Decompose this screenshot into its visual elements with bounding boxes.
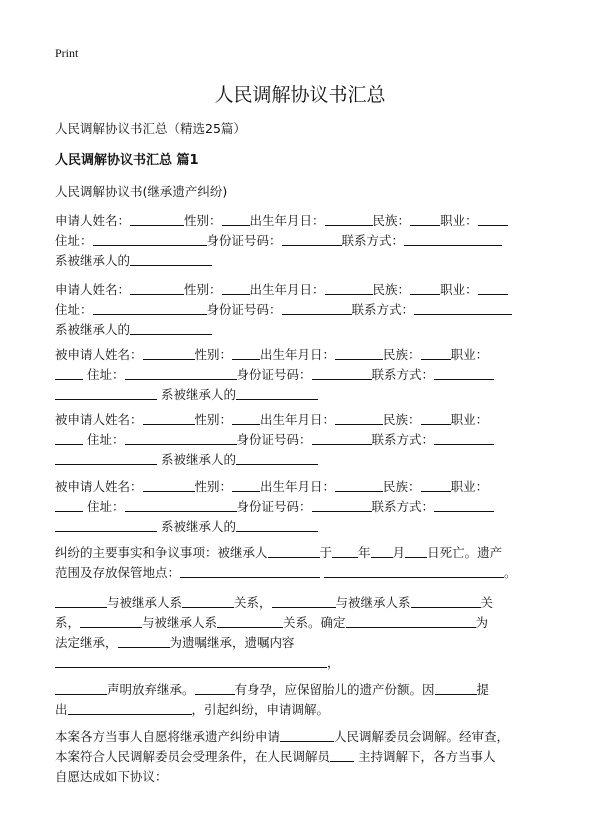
- name-blank[interactable]: [130, 281, 184, 295]
- section-heading: 人民调解协议书汇总 篇1: [55, 153, 199, 168]
- year-blank[interactable]: [332, 544, 358, 558]
- ethnicity-label: 民族：: [372, 282, 411, 297]
- heir-relation-label: 系被继承人的: [55, 253, 131, 268]
- location-blank-2[interactable]: [324, 564, 504, 578]
- case-paragraph: [55, 727, 550, 787]
- relation-text: 与被继承人系: [107, 595, 183, 610]
- dispute-text: 于: [319, 545, 333, 560]
- heir-relation-label: 系被继承人的: [160, 452, 236, 467]
- id-label: 身份证号码：: [206, 233, 282, 248]
- occupation-blank[interactable]: [55, 431, 83, 445]
- heir-relation-blank[interactable]: [130, 321, 212, 335]
- relation-blank[interactable]: [182, 594, 234, 608]
- id-label: 身份证号码：: [236, 367, 312, 382]
- dispute-text: 纠纷的主要事实和争议事项：被继承人: [55, 545, 268, 560]
- committee-blank[interactable]: [280, 728, 334, 742]
- doc-title: 人民调解协议书(继承遗产纠纷): [55, 184, 228, 199]
- print-label[interactable]: Print: [55, 46, 79, 60]
- contact-blank-cont[interactable]: [55, 386, 157, 400]
- address-label: 住址：: [55, 302, 93, 317]
- month-blank[interactable]: [371, 544, 393, 558]
- relation-text: 系，: [55, 615, 81, 630]
- relation-text: 与被继承人系: [142, 615, 218, 630]
- respondent-block-3: [55, 477, 550, 537]
- occupation-label: 职业：: [450, 412, 489, 427]
- id-blank[interactable]: [282, 301, 352, 315]
- relation-blank[interactable]: [217, 614, 283, 628]
- occupation-label: 职业：: [450, 347, 489, 362]
- birth-blank[interactable]: [325, 212, 373, 226]
- ethnicity-label: 民族：: [383, 347, 421, 362]
- birth-label: 出生年月日：: [260, 479, 336, 494]
- waiver-text: 有身孕，应保留胎儿的遗产份额。因: [234, 682, 435, 697]
- id-blank[interactable]: [312, 366, 372, 380]
- cause-blank[interactable]: [435, 681, 477, 695]
- dispute-text: 。: [504, 565, 517, 580]
- contact-label: 联系方式：: [341, 233, 405, 248]
- case-text: 本案各方当事人自愿将继承遗产纠纷申请: [55, 729, 281, 744]
- contact-label: 联系方式：: [371, 499, 435, 514]
- gender-label: 性别：: [194, 412, 233, 427]
- pregnant-blank[interactable]: [195, 681, 235, 695]
- reason-blank[interactable]: [68, 701, 192, 715]
- id-blank[interactable]: [312, 498, 372, 512]
- ethnicity-blank[interactable]: [421, 478, 451, 492]
- address-blank[interactable]: [125, 498, 237, 512]
- dispute-text: 年: [358, 545, 371, 560]
- address-label: 住址：: [86, 432, 125, 447]
- gender-blank[interactable]: [232, 478, 260, 492]
- case-text: 本案符合人民调解委员会受理条件，在人民调解员: [55, 749, 331, 764]
- waiver-heir-blank[interactable]: [55, 681, 107, 695]
- birth-label: 出生年月日：: [260, 347, 336, 362]
- birth-blank[interactable]: [335, 411, 383, 425]
- gender-blank[interactable]: [232, 346, 260, 360]
- address-label: 住址：: [55, 233, 93, 248]
- respondent-block-2: [55, 410, 550, 470]
- name-label: 申请人姓名：: [55, 282, 131, 297]
- name-label: 被申请人姓名：: [55, 412, 143, 427]
- dispute-text: 范围及存放保管地点：: [55, 565, 181, 580]
- applicant-block-1: [55, 211, 550, 271]
- name-blank[interactable]: [130, 212, 184, 226]
- birth-blank[interactable]: [335, 478, 383, 492]
- relation-text: 与被继承人系: [335, 595, 411, 610]
- name-label: 申请人姓名：: [55, 213, 131, 228]
- location-blank[interactable]: [180, 564, 320, 578]
- relation-blank[interactable]: [411, 594, 481, 608]
- ethnicity-blank[interactable]: [410, 281, 440, 295]
- waiver-paragraph: [55, 680, 550, 720]
- gender-label: 性别：: [194, 347, 233, 362]
- address-blank[interactable]: [93, 301, 207, 315]
- heir-relation-label: 系被继承人的: [55, 322, 131, 337]
- subtitle: 人民调解协议书汇总（精选25篇）: [55, 121, 246, 136]
- occupation-label: 职业：: [440, 282, 478, 297]
- contact-blank-cont[interactable]: [55, 451, 157, 465]
- ethnicity-label: 民族：: [383, 412, 421, 427]
- contact-label: 联系方式：: [371, 432, 435, 447]
- address-label: 住址：: [86, 499, 125, 514]
- dispute-text: 日死亡。遗产: [427, 545, 503, 560]
- id-label: 身份证号码：: [236, 432, 312, 447]
- gender-blank[interactable]: [222, 281, 250, 295]
- will-content-blank[interactable]: [55, 654, 327, 668]
- dispute-paragraph: [55, 543, 550, 583]
- heir-relation-blank[interactable]: [130, 252, 212, 266]
- contact-blank[interactable]: [404, 232, 502, 246]
- ethnicity-blank[interactable]: [421, 346, 451, 360]
- ethnicity-label: 民族：: [383, 479, 421, 494]
- waiver-text: ，引起纠纷，申请调解。: [191, 702, 330, 717]
- id-label: 身份证号码：: [236, 499, 312, 514]
- address-blank[interactable]: [125, 431, 237, 445]
- heir-relation-blank[interactable]: [236, 386, 318, 400]
- waiver-text: 出: [55, 702, 68, 717]
- heir-relation-blank[interactable]: [236, 518, 318, 532]
- heir-relation-label: 系被继承人的: [160, 519, 236, 534]
- birth-blank[interactable]: [325, 281, 373, 295]
- name-blank[interactable]: [143, 478, 195, 492]
- occupation-label: 职业：: [450, 479, 489, 494]
- dispute-text: 月: [392, 545, 406, 560]
- relation-text: 关: [480, 595, 494, 610]
- relation-text: 为遗嘱继承，遗嘱内容: [169, 635, 295, 650]
- heir-relation-blank[interactable]: [236, 451, 318, 465]
- contact-blank[interactable]: [414, 301, 512, 315]
- heir-blank[interactable]: [272, 594, 336, 608]
- id-blank[interactable]: [312, 431, 372, 445]
- case-text: 自愿达成如下协议：: [55, 769, 168, 784]
- birth-label: 出生年月日：: [260, 412, 336, 427]
- id-label: 身份证号码：: [206, 302, 282, 317]
- contact-blank-cont[interactable]: [55, 518, 157, 532]
- name-blank[interactable]: [143, 346, 195, 360]
- gender-label: 性别：: [184, 282, 222, 297]
- contact-blank[interactable]: [434, 366, 494, 380]
- contact-label: 联系方式：: [371, 367, 435, 382]
- relation-text: 法定继承，: [55, 635, 118, 650]
- case-text: 人民调解委员会调解。经审查，: [334, 729, 510, 744]
- day-blank[interactable]: [405, 544, 427, 558]
- birth-label: 出生年月日：: [249, 213, 325, 228]
- birth-blank[interactable]: [335, 346, 383, 360]
- name-label: 被申请人姓名：: [55, 347, 143, 362]
- decedent-blank[interactable]: [268, 544, 320, 558]
- respondent-block-1: [55, 345, 550, 405]
- mediator-blank[interactable]: [330, 748, 354, 762]
- occupation-label: 职业：: [440, 213, 478, 228]
- contact-label: 联系方式：: [351, 302, 415, 317]
- gender-label: 性别：: [184, 213, 222, 228]
- waiver-text: 声明放弃继承。: [107, 682, 195, 697]
- applicant-block-2: [55, 280, 550, 340]
- address-blank[interactable]: [93, 232, 207, 246]
- statutory-heir-blank[interactable]: [346, 614, 476, 628]
- occupation-blank[interactable]: [478, 212, 508, 226]
- relation-text: 关系。确定: [283, 615, 346, 630]
- heir-blank[interactable]: [55, 594, 107, 608]
- birth-label: 出生年月日：: [249, 282, 325, 297]
- relation-paragraph: [55, 593, 550, 673]
- name-label: 被申请人姓名：: [55, 479, 143, 494]
- waiver-text: 提: [476, 682, 490, 697]
- relation-text: 关系，: [234, 595, 272, 610]
- contact-blank[interactable]: [434, 498, 494, 512]
- id-blank[interactable]: [282, 232, 342, 246]
- gender-blank[interactable]: [222, 212, 250, 226]
- heir-relation-label: 系被继承人的: [160, 387, 236, 402]
- relation-text: ，: [327, 655, 340, 670]
- ethnicity-blank[interactable]: [421, 411, 451, 425]
- gender-blank[interactable]: [232, 411, 260, 425]
- occupation-blank[interactable]: [478, 281, 508, 295]
- testamentary-heir-blank[interactable]: [118, 634, 170, 648]
- ethnicity-label: 民族：: [372, 213, 411, 228]
- page-title: 人民调解协议书汇总: [214, 84, 386, 106]
- occupation-blank[interactable]: [55, 498, 83, 512]
- relation-text: 为: [475, 615, 489, 630]
- gender-label: 性别：: [194, 479, 233, 494]
- ethnicity-blank[interactable]: [410, 212, 440, 226]
- contact-blank[interactable]: [434, 431, 494, 445]
- address-blank[interactable]: [125, 366, 237, 380]
- address-label: 住址：: [86, 367, 125, 382]
- occupation-blank[interactable]: [55, 366, 83, 380]
- case-text: 主持调解下，各方当事人: [358, 749, 496, 764]
- name-blank[interactable]: [143, 411, 195, 425]
- heir-blank[interactable]: [80, 614, 142, 628]
